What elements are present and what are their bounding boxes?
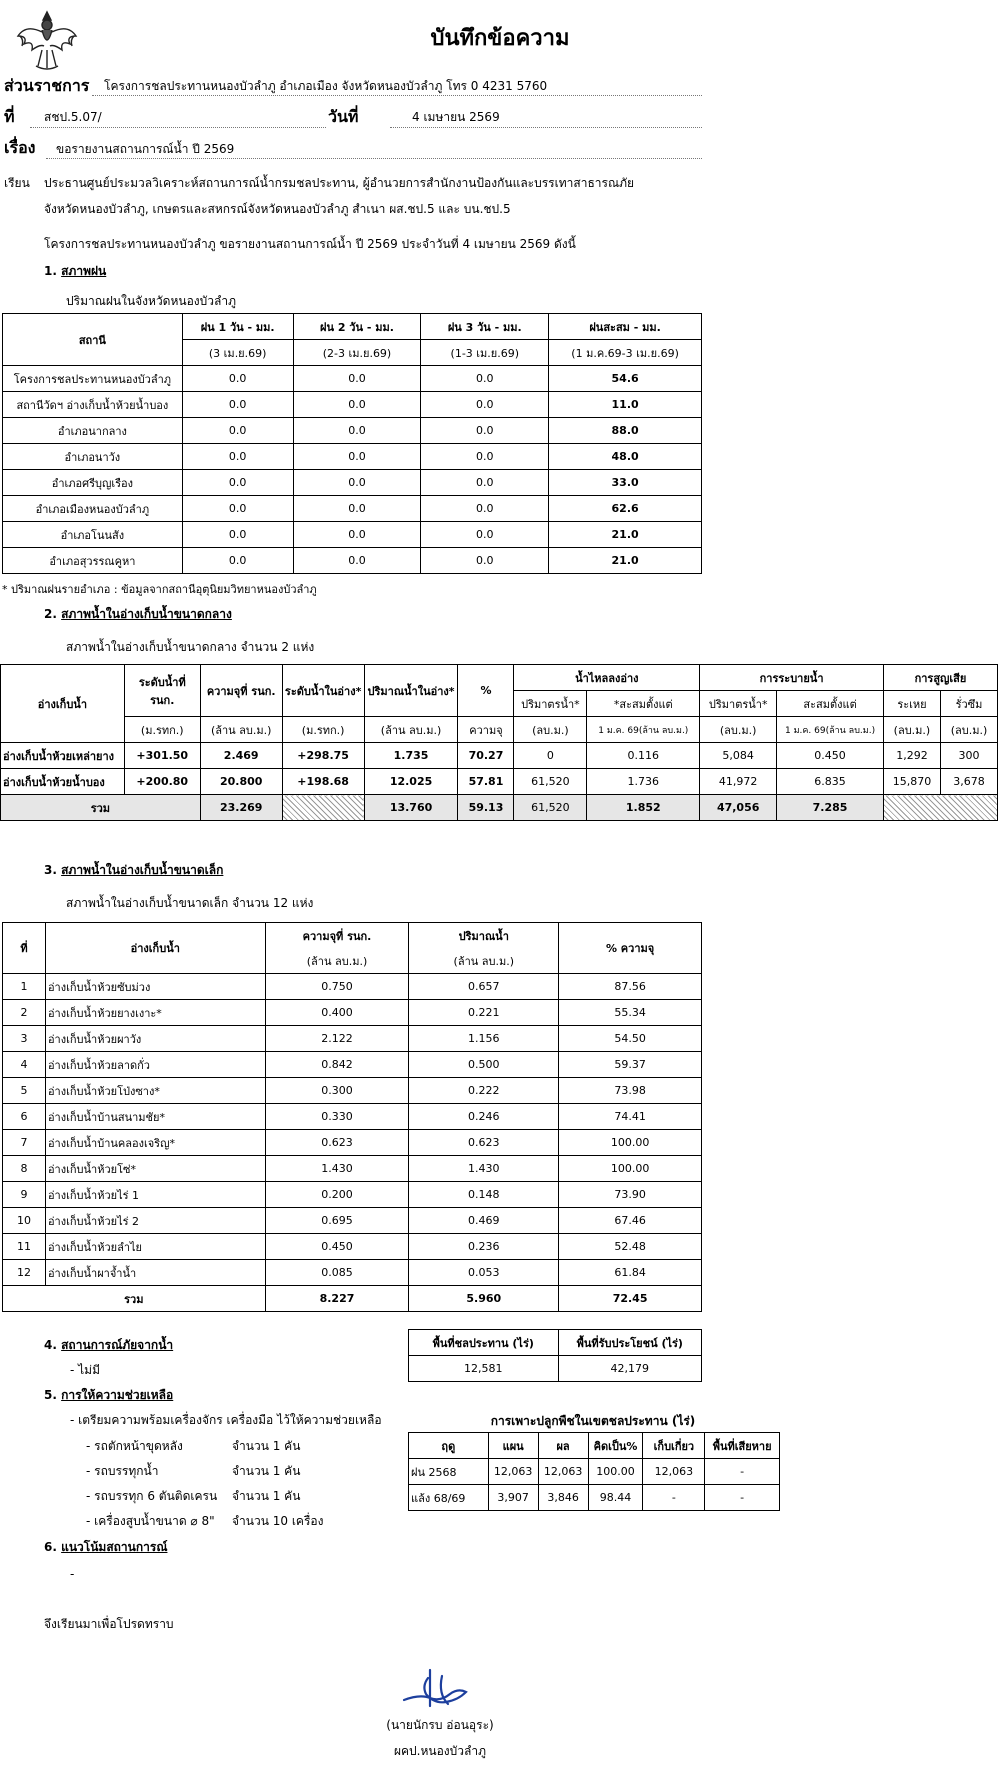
small-volume-cell: 1.430 [409,1156,559,1182]
rain-r3-cell: 0.0 [421,392,549,418]
signer-position: ผคป.หนองบัวลำภู [393,1744,487,1758]
rainfall-row [3,418,702,444]
rain-r2-cell: 0.0 [293,418,421,444]
rain-acc-cell: 21.0 [549,522,702,548]
med-name-cell: อ่างเก็บน้ำห้วยเหล่ายาง [1,743,125,769]
small-pct-cell: 87.56 [559,974,702,1000]
small-capacity-cell: 0.695 [265,1208,409,1234]
rain-r3-cell: 0.0 [421,522,549,548]
small-h-volume: ปริมาณน้ำ [409,923,559,949]
small-name-cell: อ่างเก็บน้ำผาจ้ำน้ำ [45,1260,265,1286]
rain-acc-cell: 11.0 [549,392,702,418]
rain-station-cell: อำเภอนากลาง [3,418,183,444]
med-retention-level-cell: +200.80 [124,769,200,795]
area-h-irrigated: พื้นที่ชลประทาน (ไร่) [409,1330,559,1356]
small-total-capacity: 8.227 [265,1286,409,1312]
signer-name: (นายนักรบ อ่อนอุระ) [386,1718,494,1732]
sec2-heading: 2. สภาพน้ำในอ่างเก็บน้ำขนาดกลาง [44,607,232,621]
small-h-volume-unit: (ล้าน ลบ.ม.) [409,948,559,974]
med-release-acc-cell: 0.450 [777,743,884,769]
area-value-row [409,1356,702,1382]
med-inflow-qty-cell: 0 [514,743,587,769]
med-pct-cell: 70.27 [458,743,514,769]
small-no-cell: 3 [3,1026,46,1052]
med-h-pct: % [458,665,514,717]
med-h-inflow: น้ำไหลลงอ่าง [514,665,700,691]
small-capacity-cell: 0.450 [265,1234,409,1260]
rain-h-r3: ฝน 3 วัน - มม. [421,314,549,340]
small-capacity-cell: 0.400 [265,1000,409,1026]
small-reservoir-row [3,1104,702,1130]
small-h-no: ที่ [3,923,46,974]
rain-r3-cell: 0.0 [421,548,549,574]
subject-underline [46,157,702,159]
rain-h-r1: ฝน 1 วัน - มม. [182,314,293,340]
sec1-heading: 1. สภาพฝน [44,264,107,278]
aid-item-name: - เครื่องสูบน้ำขนาด ⌀ 8" [86,1514,215,1528]
aid-item-qty: จำนวน 1 คัน [232,1464,301,1478]
med-h-inflow-qty-unit: (ลบ.ม.) [514,717,587,743]
med-h-release-acc-unit: 1 ม.ค. 69(ล้าน ลบ.ม.) [777,717,884,743]
intro-text: โครงการชลประทานหนองบัวลำภู ขอรายงานสถานการณ์น้ำ ปี 2569 ประจำวันที่ 4 เมษายน 2569 ดังนี้ [44,237,576,251]
small-h-pct: % ความจุ [559,923,702,974]
rainfall-row [3,392,702,418]
small-capacity-cell: 0.623 [265,1130,409,1156]
sec6-item: - [70,1567,75,1581]
memo-title: บันทึกข้อความ [430,26,570,51]
med-evap-cell: 1,292 [883,743,940,769]
sec3-heading: 3. สภาพน้ำในอ่างเก็บน้ำขนาดเล็ก [44,863,224,877]
small-pct-cell: 55.34 [559,1000,702,1026]
med-capacity-cell: 20.800 [200,769,282,795]
med-total-row [1,795,998,821]
crop-cell: 98.44 [588,1485,643,1511]
medium-reservoir-table [0,664,998,821]
med-h-capacity: ความจุที่ รนก. [200,665,282,717]
small-no-cell: 7 [3,1130,46,1156]
rain-r3-cell: 0.0 [421,444,549,470]
subject-value: ขอรายงานสถานการณ์น้ำ ปี 2569 [56,142,235,156]
small-volume-cell: 0.148 [409,1182,559,1208]
crop-cell: 12,063 [538,1459,588,1485]
small-pct-cell: 52.48 [559,1234,702,1260]
small-name-cell: อ่างเก็บน้ำห้วยซับม่วง [45,974,265,1000]
med-inflow-acc-cell: 0.116 [587,743,700,769]
rain-station-cell: โครงการชลประทานหนองบัวลำภู [3,366,183,392]
small-pct-cell: 100.00 [559,1156,702,1182]
med-h-retention-level: ระดับน้ำที่ รนก. [124,665,200,717]
rainfall-row [3,496,702,522]
med-total-inflow-acc: 1.852 [587,795,700,821]
med-seep-cell: 300 [940,743,997,769]
small-h-name: อ่างเก็บน้ำ [45,923,265,974]
rain-r2-cell: 0.0 [293,366,421,392]
small-capacity-cell: 0.200 [265,1182,409,1208]
small-name-cell: อ่างเก็บน้ำห้วยผาวัง [45,1026,265,1052]
med-h-retention-level-unit: (ม.รทก.) [124,717,200,743]
small-total-pct: 72.45 [559,1286,702,1312]
small-capacity-cell: 0.085 [265,1260,409,1286]
small-reservoir-row [3,1156,702,1182]
crop-cell: 100.00 [588,1459,643,1485]
crop-title: การเพาะปลูกพืชในเขตชลประทาน (ไร่) [490,1414,696,1428]
signature-icon [400,1664,472,1712]
salutation-line1: ประธานศูนย์ประมวลวิเคราะห์สถานการณ์น้ำกรมชลประทาน, ผู้อำนวยการสำนักงานป้องกันและบรรเทาสาธารณภัย [44,176,635,190]
med-release-qty-cell: 5,084 [700,743,777,769]
rain-r2-cell: 0.0 [293,496,421,522]
med-h-release-acc: สะสมตั้งแต่ [777,691,884,717]
small-total-row [3,1286,702,1312]
small-reservoir-row [3,1208,702,1234]
sec1-subtitle: ปริมาณฝนในจังหวัดหนองบัวลำภู [66,294,237,308]
crop-header-cell: ฤดู [409,1433,489,1459]
rainfall-row [3,522,702,548]
small-name-cell: อ่างเก็บน้ำห้วยไร่ 2 [45,1208,265,1234]
med-release-acc-cell: 6.835 [777,769,884,795]
rain-r1-cell: 0.0 [182,548,293,574]
rain-station-cell: สถานีวัดฯ อ่างเก็บน้ำห้วยน้ำบอง [3,392,183,418]
small-h-capacity-unit: (ล้าน ลบ.ม.) [265,948,409,974]
rain-acc-cell: 33.0 [549,470,702,496]
sec4-heading: 4. สถานการณ์ภัยจากน้ำ [44,1338,174,1352]
small-no-cell: 1 [3,974,46,1000]
med-volume-cell: 12.025 [364,769,458,795]
crop-cell: ฝน 2568 [409,1459,489,1485]
ref-value: สชป.5.07/ [44,110,102,124]
small-no-cell: 11 [3,1234,46,1260]
med-h-seep: รั่วซึม [940,691,997,717]
small-capacity-cell: 0.300 [265,1078,409,1104]
aid-item-qty: จำนวน 1 คัน [232,1489,301,1503]
med-h-release: การระบายน้ำ [700,665,884,691]
small-reservoir-row [3,1260,702,1286]
small-volume-cell: 0.236 [409,1234,559,1260]
small-no-cell: 6 [3,1104,46,1130]
crop-header-cell: ผล [538,1433,588,1459]
small-no-cell: 4 [3,1052,46,1078]
aid-item-name: - รถตักหน้าขุดหลัง [86,1439,183,1453]
sec2-subtitle: สภาพน้ำในอ่างเก็บน้ำขนาดกลาง จำนวน 2 แห่ง [66,640,315,654]
med-h-reservoir: อ่างเก็บน้ำ [1,665,125,743]
rain-r2-cell: 0.0 [293,444,421,470]
rain-r2-cell: 0.0 [293,548,421,574]
med-h-pct-unit: ความจุ [458,717,514,743]
med-h-level-unit: (ม.รทก.) [282,717,364,743]
small-header-row [3,923,702,949]
med-seep-cell: 3,678 [940,769,997,795]
crop-header-row [409,1433,780,1459]
small-volume-cell: 1.156 [409,1026,559,1052]
med-level-cell: +298.75 [282,743,364,769]
rain-r1-cell: 0.0 [182,444,293,470]
small-capacity-cell: 0.750 [265,974,409,1000]
rain-h-acc-sub: (1 ม.ค.69-3 เม.ย.69) [549,340,702,366]
rain-r1-cell: 0.0 [182,418,293,444]
small-pct-cell: 73.90 [559,1182,702,1208]
rain-station-cell: อำเภอศรีบุญเรือง [3,470,183,496]
med-evap-cell: 15,870 [883,769,940,795]
med-header-row-3 [1,717,998,743]
med-h-inflow-acc: *สะสมตั้งแต่ [587,691,700,717]
area-v-irrigated: 12,581 [409,1356,559,1382]
med-capacity-cell: 2.469 [200,743,282,769]
subject-label: เรื่อง [4,138,36,157]
sec6-heading: 6. แนวโน้มสถานการณ์ [44,1540,168,1554]
rain-r3-cell: 0.0 [421,470,549,496]
rain-acc-cell: 88.0 [549,418,702,444]
area-header-row [409,1330,702,1356]
rain-h-r3-sub: (1-3 เม.ย.69) [421,340,549,366]
crop-cell: 3,907 [488,1485,538,1511]
med-retention-level-cell: +301.50 [124,743,200,769]
rain-h-r2-sub: (2-3 เม.ย.69) [293,340,421,366]
rain-acc-cell: 48.0 [549,444,702,470]
crop-cell: แล้ง 68/69 [409,1485,489,1511]
med-total-hatch-1 [282,795,364,821]
small-capacity-cell: 1.430 [265,1156,409,1182]
small-reservoir-row [3,1182,702,1208]
med-total-pct: 59.13 [458,795,514,821]
small-no-cell: 5 [3,1078,46,1104]
small-no-cell: 12 [3,1260,46,1286]
small-volume-cell: 0.469 [409,1208,559,1234]
med-h-volume-unit: (ล้าน ลบ.ม.) [364,717,458,743]
salutation-label: เรียน [4,176,30,190]
small-reservoir-row [3,1000,702,1026]
rain-r1-cell: 0.0 [182,470,293,496]
small-h-capacity: ความจุที่ รนก. [265,923,409,949]
rain-station-cell: อำเภอโนนสัง [3,522,183,548]
small-name-cell: อ่างเก็บน้ำห้วยลาดกั่ว [45,1052,265,1078]
rain-h-station: สถานี [3,314,183,366]
rain-r2-cell: 0.0 [293,392,421,418]
rain-h-r2: ฝน 2 วัน - มม. [293,314,421,340]
sec5-heading: 5. การให้ความช่วยเหลือ [44,1388,174,1402]
small-pct-cell: 54.50 [559,1026,702,1052]
small-total-label: รวม [3,1286,266,1312]
small-reservoir-row [3,974,702,1000]
rain-station-cell: อำเภอสุวรรณคูหา [3,548,183,574]
rain-r3-cell: 0.0 [421,418,549,444]
crop-cell: - [643,1485,705,1511]
small-pct-cell: 67.46 [559,1208,702,1234]
rain-r1-cell: 0.0 [182,392,293,418]
rain-r1-cell: 0.0 [182,366,293,392]
small-volume-cell: 0.623 [409,1130,559,1156]
small-pct-cell: 74.41 [559,1104,702,1130]
med-total-label: รวม [1,795,201,821]
med-release-qty-cell: 41,972 [700,769,777,795]
ref-underline [30,126,326,128]
med-h-volume: ปริมาณน้ำในอ่าง* [364,665,458,717]
rain-station-cell: อำเภอนาวัง [3,444,183,470]
agency-underline [92,94,702,96]
rainfall-row [3,444,702,470]
rain-r2-cell: 0.0 [293,470,421,496]
rain-r3-cell: 0.0 [421,366,549,392]
med-h-seep-unit: (ลบ.ม.) [940,717,997,743]
agency-value: โครงการชลประทานหนองบัวลำภู อำเภอเมือง จังหวัดหนองบัวลำภู โทร 0 4231 5760 [104,79,548,93]
date-label: วันที่ [328,107,359,126]
med-h-inflow-acc-unit: 1 ม.ค. 69(ล้าน ลบ.ม.) [587,717,700,743]
rain-acc-cell: 62.6 [549,496,702,522]
aid-item-name: - รถบรรทุกน้ำ [86,1464,159,1478]
crop-header-cell: คิดเป็น% [588,1433,643,1459]
rainfall-table [2,313,702,574]
rain-h-r1-sub: (3 เม.ย.69) [182,340,293,366]
aid-item-qty: จำนวน 10 เครื่อง [232,1514,324,1528]
med-h-release-qty: ปริมาตรน้ำ* [700,691,777,717]
med-total-hatch-2 [883,795,997,821]
crop-table [408,1432,780,1511]
med-total-volume: 13.760 [364,795,458,821]
rainfall-row [3,548,702,574]
crop-row [409,1459,780,1485]
small-volume-cell: 0.053 [409,1260,559,1286]
small-reservoir-row [3,1130,702,1156]
area-v-benefit: 42,179 [558,1356,702,1382]
med-reservoir-row [1,743,998,769]
small-no-cell: 8 [3,1156,46,1182]
crop-cell: - [705,1485,780,1511]
rainfall-note: * ปริมาณฝนรายอำเภอ : ข้อมูลจากสถานีอุตุนิยมวิทยาหนองบัวลำภู [2,583,317,596]
small-volume-cell: 0.221 [409,1000,559,1026]
small-name-cell: อ่างเก็บน้ำห้วยยางเงาะ* [45,1000,265,1026]
small-pct-cell: 61.84 [559,1260,702,1286]
date-underline [390,126,702,128]
small-no-cell: 2 [3,1000,46,1026]
crop-header-cell: เก็บเกี่ยว [643,1433,705,1459]
med-h-level: ระดับน้ำในอ่าง* [282,665,364,717]
med-total-release-acc: 7.285 [777,795,884,821]
rain-station-cell: อำเภอเมืองหนองบัวลำภู [3,496,183,522]
area-h-benefit: พื้นที่รับประโยชน์ (ไร่) [558,1330,702,1356]
med-name-cell: อ่างเก็บน้ำห้วยน้ำบอง [1,769,125,795]
med-level-cell: +198.68 [282,769,364,795]
rain-r1-cell: 0.0 [182,496,293,522]
crop-header-cell: พื้นที่เสียหาย [705,1433,780,1459]
med-pct-cell: 57.81 [458,769,514,795]
aid-item-qty: จำนวน 1 คัน [232,1439,301,1453]
small-reservoir-table [2,922,702,1312]
crop-cell: 12,063 [488,1459,538,1485]
med-h-loss: การสูญเสีย [883,665,997,691]
crop-cell: 3,846 [538,1485,588,1511]
small-no-cell: 10 [3,1208,46,1234]
rain-h-acc: ฝนสะสม - มม. [549,314,702,340]
med-h-evap-unit: (ลบ.ม.) [883,717,940,743]
small-volume-cell: 0.500 [409,1052,559,1078]
sec3-subtitle: สภาพน้ำในอ่างเก็บน้ำขนาดเล็ก จำนวน 12 แห่ง [66,896,314,910]
small-no-cell: 9 [3,1182,46,1208]
rain-acc-cell: 21.0 [549,548,702,574]
sec5-line: - เตรียมความพร้อมเครื่องจักร เครื่องมือ ไว้ให้ความช่วยเหลือ [70,1413,382,1427]
med-inflow-qty-cell: 61,520 [514,769,587,795]
small-pct-cell: 73.98 [559,1078,702,1104]
med-h-capacity-unit: (ล้าน ลบ.ม.) [200,717,282,743]
med-volume-cell: 1.735 [364,743,458,769]
crop-cell: - [705,1459,780,1485]
med-h-inflow-qty: ปริมาตรน้ำ* [514,691,587,717]
small-name-cell: อ่างเก็บน้ำห้วยไร่ 1 [45,1182,265,1208]
crop-header-cell: แผน [488,1433,538,1459]
small-capacity-cell: 0.842 [265,1052,409,1078]
small-capacity-cell: 2.122 [265,1026,409,1052]
med-total-capacity: 23.269 [200,795,282,821]
ref-label: ที่ [4,107,15,126]
rain-acc-cell: 54.6 [549,366,702,392]
aid-item-name: - รถบรรทุก 6 ตันติดเครน [86,1489,218,1503]
small-volume-cell: 0.246 [409,1104,559,1130]
rainfall-row [3,366,702,392]
small-pct-cell: 100.00 [559,1130,702,1156]
irrigation-area-table [408,1329,702,1382]
small-name-cell: อ่างเก็บน้ำห้วยลำไย [45,1234,265,1260]
sec4-item: - ไม่มี [70,1363,100,1377]
small-reservoir-row [3,1052,702,1078]
rainfall-row [3,470,702,496]
small-reservoir-row [3,1234,702,1260]
small-capacity-cell: 0.330 [265,1104,409,1130]
agency-label: ส่วนราชการ [4,76,90,95]
med-total-release-qty: 47,056 [700,795,777,821]
crop-row [409,1485,780,1511]
small-reservoir-row [3,1026,702,1052]
med-header-row-1 [1,665,998,691]
small-pct-cell: 59.37 [559,1052,702,1078]
closing-text: จึงเรียนมาเพื่อโปรดทราบ [44,1617,174,1631]
small-total-volume: 5.960 [409,1286,559,1312]
date-value: 4 เมษายน 2569 [412,110,500,124]
med-reservoir-row [1,769,998,795]
med-inflow-acc-cell: 1.736 [587,769,700,795]
rain-r1-cell: 0.0 [182,522,293,548]
rain-r3-cell: 0.0 [421,496,549,522]
med-h-evap: ระเหย [883,691,940,717]
small-volume-cell: 0.222 [409,1078,559,1104]
salutation-line2: จังหวัดหนองบัวลำภู, เกษตรและสหกรณ์จังหวัดหนองบัวลำภู สำเนา ผส.ชป.5 และ บน.ชป.5 [44,202,511,216]
small-name-cell: อ่างเก็บน้ำห้วยโป่งซาง* [45,1078,265,1104]
small-volume-cell: 0.657 [409,974,559,1000]
small-reservoir-row [3,1078,702,1104]
small-name-cell: อ่างเก็บน้ำบ้านสนามชัย* [45,1104,265,1130]
rain-r2-cell: 0.0 [293,522,421,548]
rainfall-header-row [3,314,702,340]
med-total-inflow-qty: 61,520 [514,795,587,821]
small-name-cell: อ่างเก็บน้ำห้วยโซ่* [45,1156,265,1182]
crop-cell: 12,063 [643,1459,705,1485]
med-h-release-qty-unit: (ลบ.ม.) [700,717,777,743]
small-name-cell: อ่างเก็บน้ำบ้านคลองเจริญ* [45,1130,265,1156]
